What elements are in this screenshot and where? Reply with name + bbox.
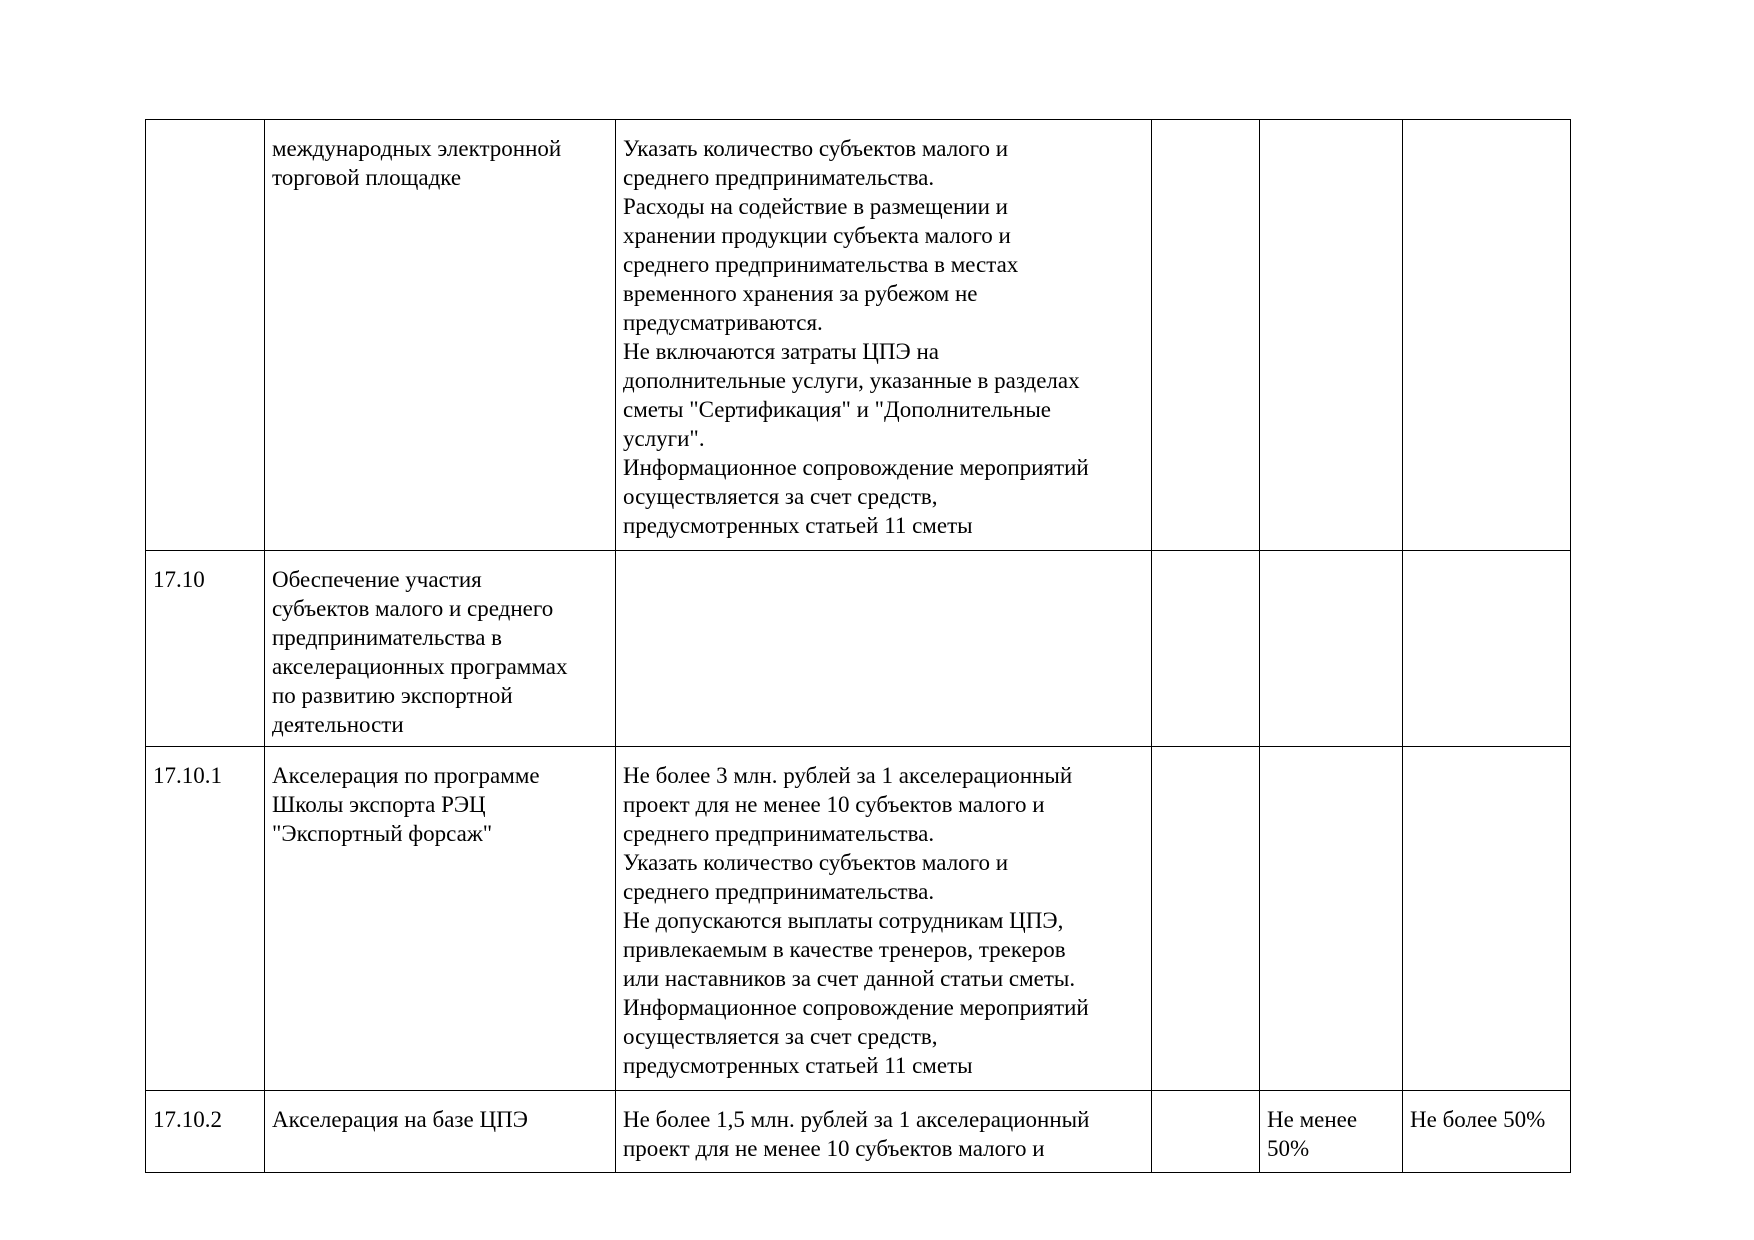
min-share-cell (1260, 1091, 1403, 1173)
item-number: 17.10 (153, 567, 205, 592)
item-name-line: деятельности (272, 712, 404, 737)
notes-line: Не более 3 млн. рублей за 1 акселерационный (623, 763, 1073, 788)
notes-line: предусматриваются. (623, 310, 823, 335)
min-share-line: Не менее (1267, 1107, 1358, 1132)
empty-cell (1152, 1091, 1260, 1173)
item-name-line: международных электронной (272, 136, 562, 161)
notes-line: предусмотренных статьей 11 сметы (623, 513, 973, 538)
empty-cell (1403, 551, 1571, 747)
item-name-line: предпринимательства в (272, 625, 503, 650)
item-number: 17.10.1 (153, 763, 222, 788)
notes-line: Не допускаются выплаты сотрудникам ЦПЭ, (623, 908, 1064, 933)
item-number-cell (146, 551, 265, 747)
item-name-line: акселерационных программах (272, 654, 568, 679)
item-notes-cell (616, 551, 1152, 747)
notes-line: привлекаемым в качестве тренеров, трекеров (623, 937, 1066, 962)
item-notes-cell (616, 1091, 1152, 1173)
notes-line: среднего предпринимательства. (623, 821, 935, 846)
item-name-line: Школы экспорта РЭЦ (272, 792, 486, 817)
notes-line: Указать количество субъектов малого и (623, 850, 1009, 875)
table-row (146, 747, 1571, 1091)
empty-cell (1403, 120, 1571, 551)
notes-line: Информационное сопровождение мероприятий (623, 995, 1089, 1020)
item-name-line: Акселерация на базе ЦПЭ (272, 1107, 528, 1132)
notes-line: или наставников за счет данной статьи сметы. (623, 966, 1076, 991)
notes-line: среднего предпринимательства. (623, 879, 935, 904)
notes-line: проект для не менее 10 субъектов малого и (623, 1136, 1045, 1161)
item-name-line: по развитию экспортной (272, 683, 513, 708)
item-number: 17.10.2 (153, 1107, 222, 1132)
notes-line: хранении продукции субъекта малого и (623, 223, 1011, 248)
empty-cell (1152, 747, 1260, 1091)
item-name-cell (265, 551, 616, 747)
notes-line: Информационное сопровождение мероприятий (623, 455, 1089, 480)
notes-line: предусмотренных статьей 11 сметы (623, 1053, 973, 1078)
notes-line: сметы "Сертификация" и "Дополнительные (623, 397, 1052, 422)
max-share-cell (1403, 1091, 1571, 1173)
empty-cell (1152, 120, 1260, 551)
item-number-cell (146, 1091, 265, 1173)
notes-line: проект для не менее 10 субъектов малого и (623, 792, 1045, 817)
notes-line: осуществляется за счет средств, (623, 1024, 938, 1049)
notes-line: временного хранения за рубежом не (623, 281, 978, 306)
table-row (146, 1091, 1571, 1173)
item-name-line: "Экспортный форсаж" (272, 821, 493, 846)
empty-cell (1403, 747, 1571, 1091)
item-number-cell (146, 747, 265, 1091)
notes-line: осуществляется за счет средств, (623, 484, 938, 509)
notes-line: Не включаются затраты ЦПЭ на (623, 339, 939, 364)
empty-cell (1260, 747, 1403, 1091)
notes-line: среднего предпринимательства в местах (623, 252, 1019, 277)
empty-cell (1260, 120, 1403, 551)
notes-line: Указать количество субъектов малого и (623, 136, 1009, 161)
notes-line: дополнительные услуги, указанные в разделах (623, 368, 1080, 393)
item-name-cell (265, 120, 616, 551)
item-notes-cell (616, 120, 1152, 551)
max-share-line: Не более 50% (1410, 1107, 1546, 1132)
item-name-cell (265, 1091, 616, 1173)
item-notes-cell (616, 747, 1152, 1091)
item-number-cell (146, 120, 265, 551)
table-row (146, 120, 1571, 551)
table-row (146, 551, 1571, 747)
notes-line: Не более 1,5 млн. рублей за 1 акселерационный (623, 1107, 1090, 1132)
item-name-cell (265, 747, 616, 1091)
item-name-line: Акселерация по программе (272, 763, 540, 788)
notes-line: Расходы на содействие в размещении и (623, 194, 1008, 219)
item-name-line: торговой площадке (272, 165, 462, 190)
budget-items-table (145, 119, 1571, 1173)
empty-cell (1152, 551, 1260, 747)
min-share-line: 50% (1267, 1136, 1310, 1161)
empty-cell (1260, 551, 1403, 747)
item-name-line: Обеспечение участия (272, 567, 482, 592)
notes-line: услуги". (623, 426, 705, 451)
notes-line: среднего предпринимательства. (623, 165, 935, 190)
item-name-line: субъектов малого и среднего (272, 596, 554, 621)
